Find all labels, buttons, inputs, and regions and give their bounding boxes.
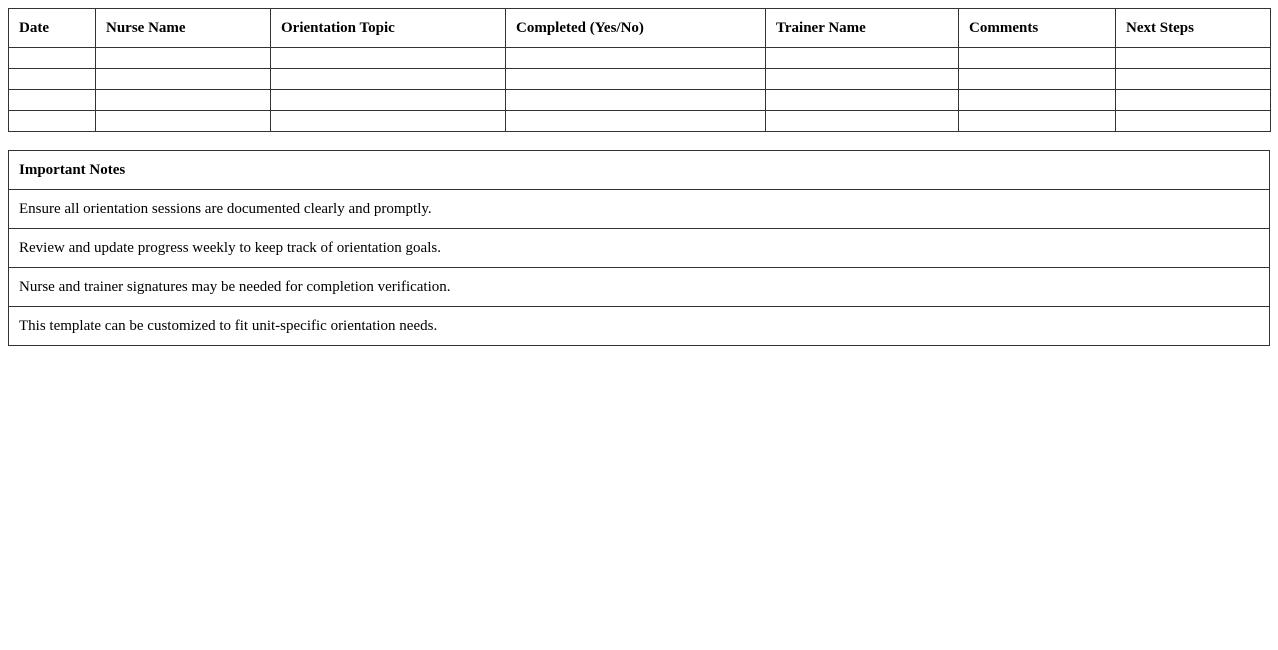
table-cell[interactable] — [271, 111, 506, 132]
note-row — [9, 268, 1270, 307]
table-cell[interactable] — [766, 48, 959, 69]
table-cell[interactable] — [271, 69, 506, 90]
table-cell[interactable] — [1116, 111, 1271, 132]
table-cell[interactable] — [271, 48, 506, 69]
header-row — [9, 9, 1271, 48]
table-cell[interactable] — [766, 69, 959, 90]
document-body — [8, 8, 1270, 346]
table-row — [9, 90, 1271, 111]
column-header-date: Date — [9, 9, 96, 48]
table-cell[interactable] — [1116, 90, 1271, 111]
table-cell[interactable] — [766, 111, 959, 132]
table-cell[interactable] — [9, 48, 96, 69]
table-cell[interactable] — [1116, 69, 1271, 90]
table-cell[interactable] — [9, 69, 96, 90]
table-cell[interactable] — [959, 90, 1116, 111]
table-cell[interactable] — [1116, 48, 1271, 69]
column-header-trainer-name: Trainer Name — [766, 9, 959, 48]
column-header-nurse-name: Nurse Name — [96, 9, 271, 48]
note-row — [9, 190, 1270, 229]
note-item: This template can be customized to fit unit-specific orientation needs. — [9, 307, 1270, 346]
table-cell[interactable] — [9, 111, 96, 132]
table-cell[interactable] — [9, 90, 96, 111]
column-header-next-steps: Next Steps — [1116, 9, 1271, 48]
notes-header-row — [9, 151, 1270, 190]
table-row — [9, 111, 1271, 132]
table-cell[interactable] — [96, 90, 271, 111]
table-cell[interactable] — [959, 111, 1116, 132]
column-header-orientation-topic: Orientation Topic — [271, 9, 506, 48]
table-cell[interactable] — [506, 90, 766, 111]
note-item: Ensure all orientation sessions are documented clearly and promptly. — [9, 190, 1270, 229]
table-cell[interactable] — [506, 48, 766, 69]
note-item: Nurse and trainer signatures may be needed for completion verification. — [9, 268, 1270, 307]
table-cell[interactable] — [959, 69, 1116, 90]
table-cell[interactable] — [959, 48, 1116, 69]
table-cell[interactable] — [271, 90, 506, 111]
table-row — [9, 69, 1271, 90]
notes-title: Important Notes — [9, 151, 1270, 190]
note-row — [9, 229, 1270, 268]
table-cell[interactable] — [96, 69, 271, 90]
column-header-comments: Comments — [959, 9, 1116, 48]
orientation-log-table — [8, 8, 1271, 132]
note-row — [9, 307, 1270, 346]
table-cell[interactable] — [506, 69, 766, 90]
table-cell[interactable] — [506, 111, 766, 132]
column-header-completed: Completed (Yes/No) — [506, 9, 766, 48]
important-notes-table — [8, 150, 1270, 346]
table-cell[interactable] — [766, 90, 959, 111]
table-row — [9, 48, 1271, 69]
table-cell[interactable] — [96, 48, 271, 69]
note-item: Review and update progress weekly to keep track of orientation goals. — [9, 229, 1270, 268]
table-cell[interactable] — [96, 111, 271, 132]
